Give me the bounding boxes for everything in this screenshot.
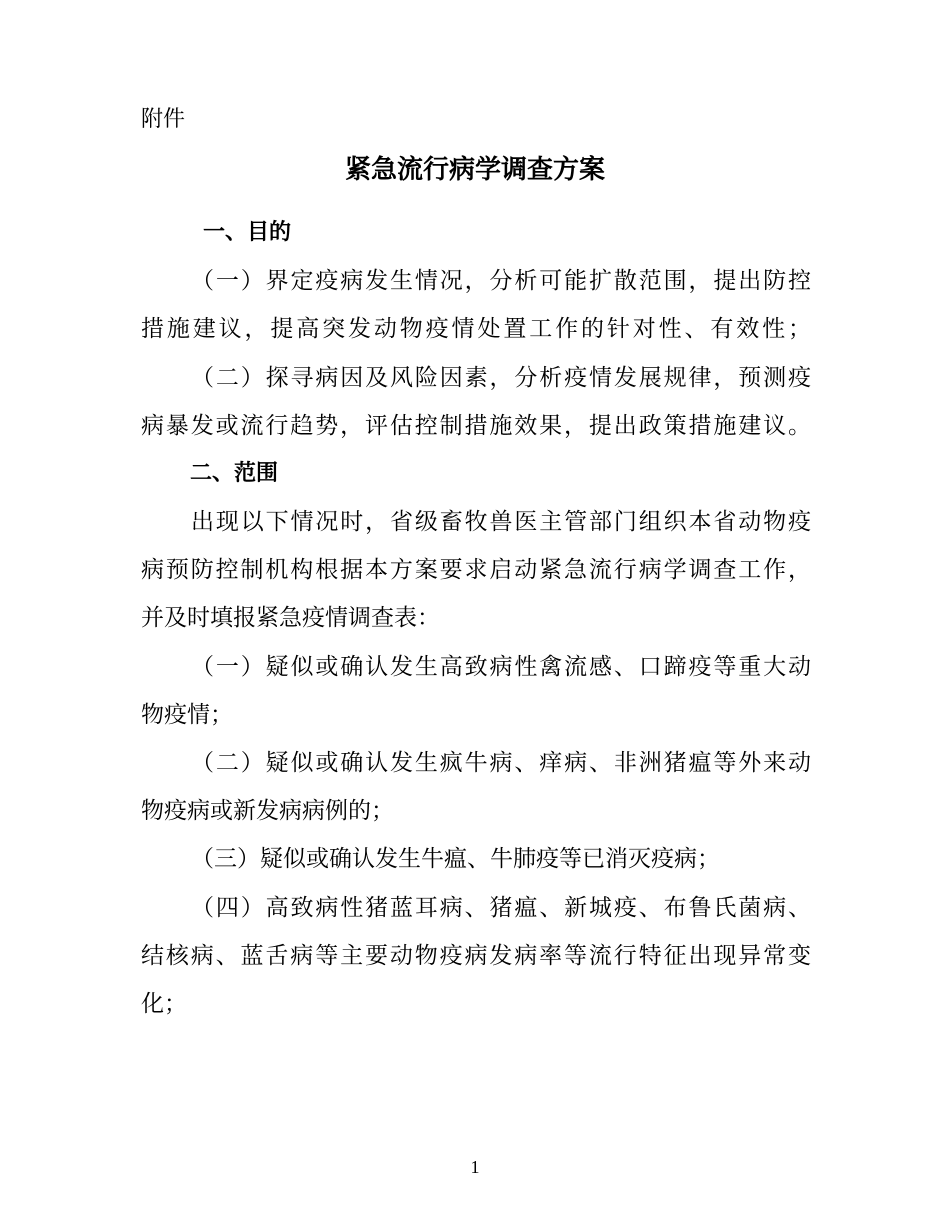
document-title: 紧急流行病学调查方案: [344, 155, 605, 185]
paragraph-line: 并及时填报紧急疫情调查表：: [141, 605, 440, 631]
paragraph-line: 化；: [141, 991, 187, 1017]
paragraph-line: 病预防控制机构根据本方案要求启动紧急流行病学调查工作，: [141, 557, 811, 583]
paragraph-line: （一）疑似或确认发生高致病性禽流感、口蹄疫等重大动: [191, 654, 811, 680]
paragraph-line: （一）界定疫病发生情况，分析可能扩散范围，提出防控: [191, 268, 811, 294]
paragraph-line: 结核病、蓝舌病等主要动物疫病发病率等流行特征出现异常变: [141, 943, 811, 969]
paragraph-line: 措施建议，提高突发动物疫情处置工作的针对性、有效性；: [141, 316, 811, 342]
paragraph-line: （二）疑似或确认发生疯牛病、痒病、非洲猪瘟等外来动: [191, 750, 811, 776]
paragraph-line: 物疫情；: [141, 702, 233, 728]
paragraph-line: 出现以下情况时，省级畜牧兽医主管部门组织本省动物疫: [191, 509, 811, 535]
paragraph-line: 物疫病或新发病病例的；: [141, 798, 394, 824]
paragraph-line: （四）高致病性猪蓝耳病、猪瘟、新城疫、布鲁氏菌病、: [191, 895, 811, 921]
attachment-label: 附件: [141, 107, 186, 132]
paragraph-line: 病暴发或流行趋势，评估控制措施效果，提出政策措施建议。: [141, 413, 811, 439]
page-number: 1: [470, 1157, 480, 1177]
paragraph-line: （三）疑似或确认发生牛瘟、牛肺疫等已消灭疫病；: [191, 846, 720, 872]
paragraph-line: （二）探寻病因及风险因素，分析疫情发展规律，预测疫: [191, 365, 811, 391]
section-heading-purpose: 一、目的: [203, 220, 292, 245]
section-heading-scope: 二、范围: [190, 461, 279, 486]
